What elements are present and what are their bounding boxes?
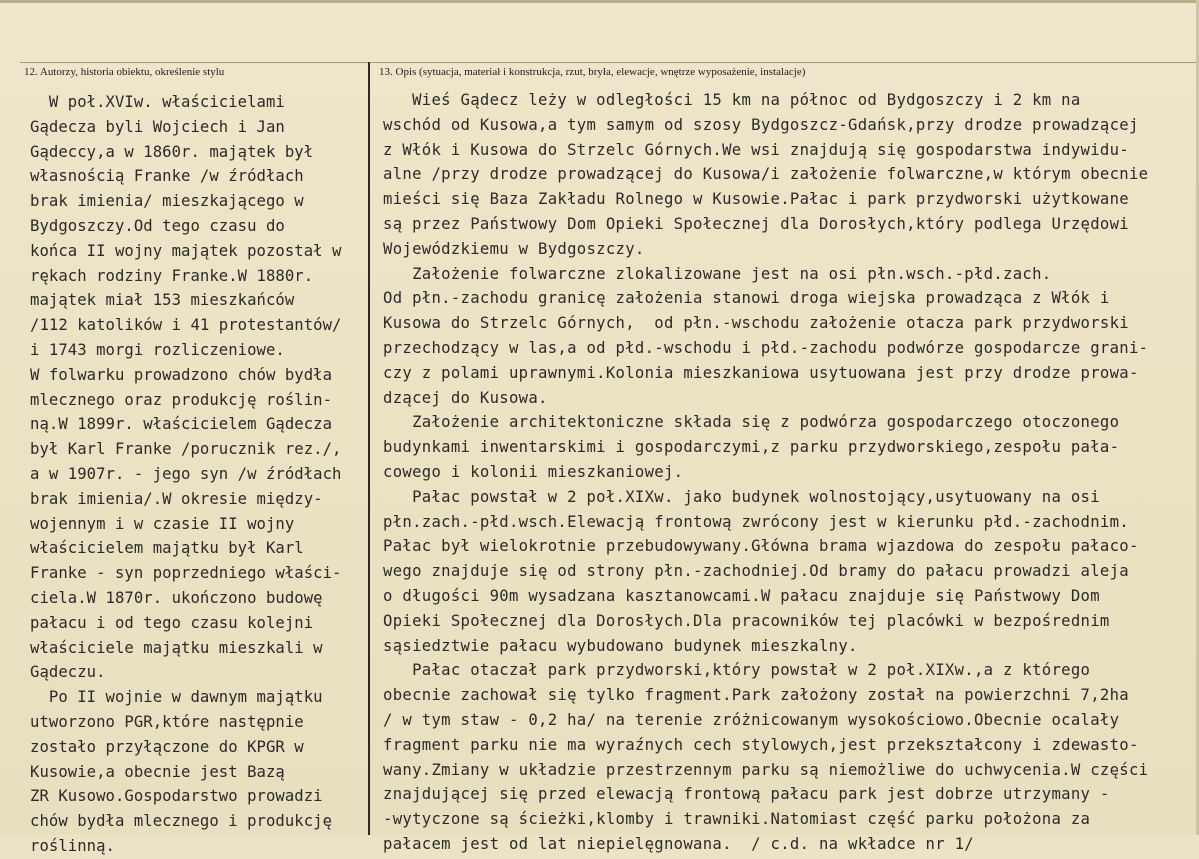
description-text-line: dzącej do Kusowa. <box>383 388 548 407</box>
history-text-line: Kusowie,a obecnie jest Bazą <box>30 762 285 781</box>
description-text-line: wany.Zmiany w układzie przestrzennym parku są niemożliwe do uchwycenia.W części <box>383 760 1149 779</box>
description-text-line: Pałac był wielokrotnie przebudowywany.Główna brama wjazdowa do zespołu pałaco- <box>383 537 1139 556</box>
description-text-line: Założenie folwarczne zlokalizowane jest na osi płn.wsch.-płd.zach. <box>383 264 1052 283</box>
description-text-line: przechodzący w las,a od płd.-wschodu i płd.-zachodu podwórze gospodarcze grani- <box>383 338 1149 357</box>
history-text-line: chów bydła mlecznego i produkcję <box>30 812 333 831</box>
history-text-line: końca II wojny majątek pozostał w <box>30 241 342 260</box>
description-text-line: pałacem jest od lat niepielęgnowana. / c.d. na wkładce nr 1/ <box>383 834 974 853</box>
description-text-line: znajdującej się przed elewacją frontową pałacu park jest dobrze utrzymany - <box>383 785 1110 804</box>
history-text-line: majątek miał 153 mieszkańców <box>30 291 295 310</box>
history-text-line: utworzono PGR,które następnie <box>30 712 304 731</box>
description-text-line: Opieki Społecznej dla Dorosłych.Dla pracowników tej placówki w bezpośrednim <box>383 611 1110 630</box>
history-text-line: ciela.W 1870r. ukończono budowę <box>30 588 323 607</box>
history-text-line: Bydgoszczy.Od tego czasu do <box>30 216 285 235</box>
history-text-line: brak imienia/ mieszkającego w <box>30 192 304 211</box>
description-text-line: Wieś Gądecz leży w odległości 15 km na północ od Bydgoszczy i 2 km na <box>383 91 1081 109</box>
description-text-line: mieści się Baza Zakładu Rolnego w Kusowie.Pałac i park przydworski użytkowane <box>383 190 1129 209</box>
section-12-header: 12. Autorzy, historia obiektu, określenie stylu <box>24 66 225 78</box>
description-text-line: płn.zach.-płd.wsch.Elewacją frontową zwrócony jest w kierunku płd.-zachodnim. <box>383 512 1129 531</box>
description-text-line: budynkami inwentarskimi i gospodarczymi,z parku przydworskiego,zespołu pała- <box>383 438 1120 457</box>
description-text-line: wego znajduje się od strony płn.-zachodniej.Od bramy do pałacu prowadzi aleja <box>383 562 1129 581</box>
description-text-column <box>383 88 1193 857</box>
description-text-line: z Włók i Kusowa do Strzelc Górnych.We wsi znajdują się gospodarstwa indywidu- <box>383 140 1129 159</box>
description-text-line: cowego i kolonii mieszkaniowej. <box>383 462 684 481</box>
history-text-line: W poł.XVIw. właścicielami <box>30 93 285 111</box>
description-text-line: są przez Państwowy Dom Opieki Społecznej dla Dorosłych,który podlega Urzędowi <box>383 214 1129 233</box>
history-text-line: wojennym i w czasie II wojny <box>30 514 295 533</box>
history-text-line: W folwarku prowadzono chów bydła <box>30 365 333 384</box>
description-text-line: Wojewódzkiemu w Bydgoszczy. <box>383 239 645 258</box>
history-text-line: pałacu i od tego czasu kolejni <box>30 613 314 632</box>
description-text-line: fragment parku nie ma wyraźnych cech stylowych,jest przekształcony i zdewasto- <box>383 735 1139 754</box>
history-text-line: Franke - syn poprzedniego właści- <box>30 564 342 583</box>
description-text-line: Pałac otaczał park przydworski,który powstał w 2 poł.XIXw.,a z którego <box>383 661 1091 680</box>
description-text-line: wschód od Kusowa,a tym samym od szosy Bydgoszcz-Gdańsk,przy drodze prowadzącej <box>383 115 1139 134</box>
history-text-line: mlecznego oraz produkcję roślin- <box>30 390 333 409</box>
history-text-line: ZR Kusowo.Gospodarstwo prowadzi <box>30 787 323 806</box>
description-text-line: alne /przy drodze prowadzącej do Kusowa/i założenie folwarczne,w którym obecnie <box>383 165 1149 184</box>
section-13-header: 13. Opis (sytuacja, materiał i konstrukcja, rzut, bryła, elewacje, wnętrze wyposażenie, instalacje) <box>379 66 806 78</box>
history-text-line: roślinną. <box>30 836 115 855</box>
description-text-line: Kusowa do Strzelc Górnych, od płn.-wschodu założenie otacza park przydworski <box>383 314 1129 333</box>
history-text-line: i 1743 morgi rozliczeniowe. <box>30 340 285 359</box>
description-text-line: Założenie architektoniczne składa się z podwórza gospodarczego otoczonego <box>383 413 1120 432</box>
history-text-line: właściciele majątku mieszkali w <box>30 638 323 657</box>
history-text-line: Gądeccy,a w 1860r. majątek był <box>30 142 314 161</box>
history-text-line: Gądecza byli Wojciech i Jan <box>30 117 285 136</box>
description-text-line: obecnie zachował się tylko fragment.Park założony został na powierzchni 7,2ha <box>383 686 1129 705</box>
description-text-line: Pałac powstał w 2 poł.XIXw. jako budynek wolnostojący,usytuowany na osi <box>383 487 1100 506</box>
history-text-line: zostało przyłączone do KPGR w <box>30 737 304 756</box>
description-text-line: Od płn.-zachodu granicę założenia stanowi droga wiejska prowadząca z Włók i <box>383 289 1110 308</box>
history-text-line: własnością Franke /w źródłach <box>30 167 304 186</box>
history-text-line: Po II wojnie w dawnym majątku <box>30 688 323 707</box>
history-text-line: /112 katolików i 41 protestantów/ <box>30 316 342 335</box>
history-text-line: Gądeczu. <box>30 663 106 682</box>
column-divider <box>368 62 370 835</box>
description-text-line: o długości 90m wysadzana kasztanowcami.W pałacu znajduje się Państwowy Dom <box>383 586 1100 605</box>
history-text-column <box>30 90 366 859</box>
history-text-line: a w 1907r. - jego syn /w źródłach <box>30 464 342 483</box>
description-text-line: sąsiedztwie pałacu wybudowano budynek mieszkalny. <box>383 636 858 655</box>
description-text-line: -wytyczone są ścieżki,klomby i trawniki.Natomiast część parku położona za <box>383 810 1091 829</box>
description-text-line: / w tym staw - 0,2 ha/ na terenie zróżnicowanym wysokościowo.Obecnie ocalały <box>383 710 1120 729</box>
history-text-line: ną.W 1899r. właścicielem Gądecza <box>30 415 333 434</box>
history-text-line: właścicielem majątku był Karl <box>30 539 304 558</box>
header-rule <box>20 62 1196 63</box>
history-text-line: rękach rodziny Franke.W 1880r. <box>30 266 314 285</box>
history-text-line: był Karl Franke /porucznik rez./, <box>30 440 342 459</box>
sheet-top-edge <box>0 0 1199 3</box>
description-text-line: czy z polami uprawnymi.Kolonia mieszkaniowa usytuowana jest przy drodze prowa- <box>383 363 1139 382</box>
history-text-line: brak imienia/.W okresie między- <box>30 489 323 508</box>
